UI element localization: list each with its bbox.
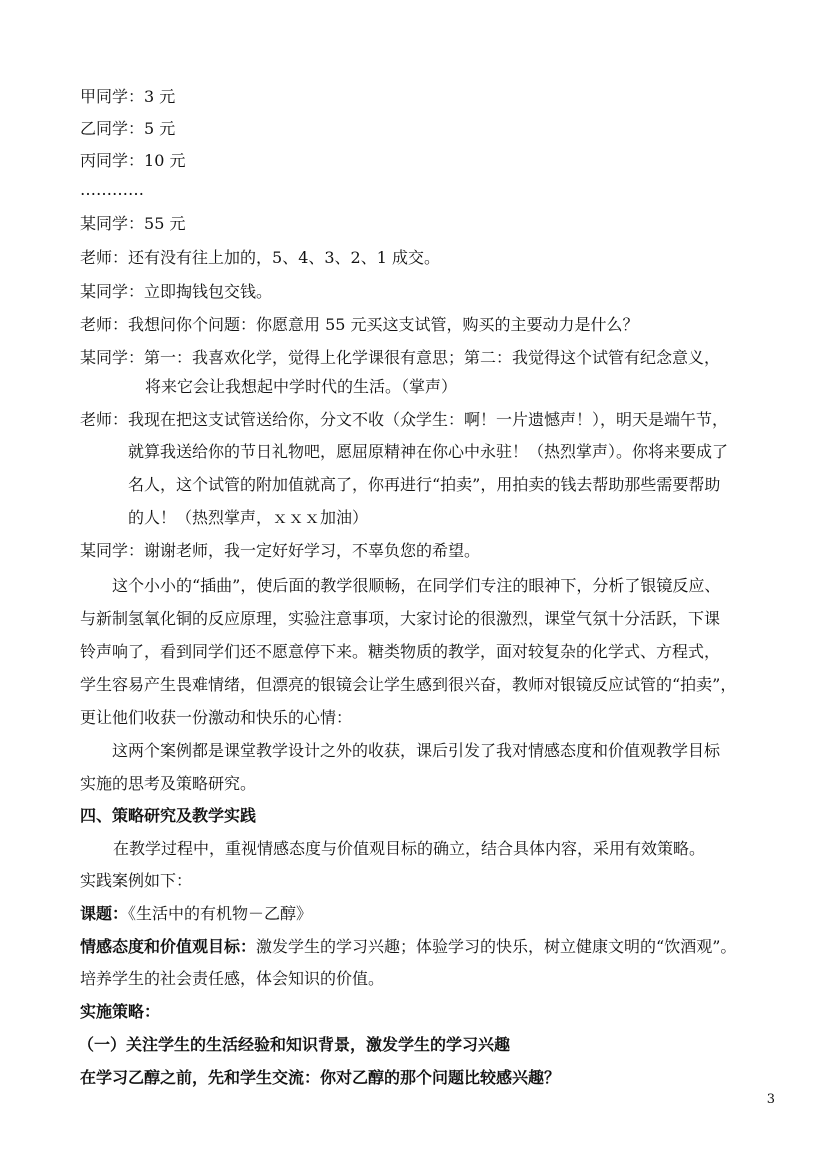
bold-paragraph-line [80,1068,760,1088]
goal-line [80,937,760,957]
ellipsis-line [80,180,760,200]
speaker-label: 某同学： [80,541,145,560]
paragraph-line [80,969,760,989]
paragraph-line [112,741,792,761]
text-line [80,87,760,107]
section-heading [80,806,760,826]
line-text: 实施策略： [80,1002,161,1021]
speaker-label: 老师： [80,248,129,267]
paragraph-line [80,774,760,794]
text-line [80,151,760,171]
topic-line [80,904,760,924]
text-line [80,348,760,368]
goal-label: 情感态度和价值观目标： [80,937,257,956]
speaker-label: 老师： [80,315,129,334]
paragraph-line [80,708,760,728]
text-line [80,410,760,430]
line-text: 5 元 [144,119,176,138]
line-text: 在学习乙醇之前，先和学生交流：你对乙醇的那个问题比较感兴趣？ [80,1068,561,1087]
line-text: 实施的思考及策略研究。 [80,774,257,793]
line-text: 四、策略研究及教学实践 [80,806,257,825]
line-text: 这两个案例都是课堂教学设计之外的收获，课后引发了我对情感态度和价值观教学目标 [112,741,721,760]
line-text: （一）关注学生的生活经验和知识背景，激发学生的学习兴趣 [78,1035,511,1054]
line-text: 就算我送给你的节日礼物吧，愿屈原精神在你心中永驻！（热烈掌声）。你将来要成了 [128,442,729,461]
continuation-line [128,475,808,495]
line-text: 还有没有往上加的，5、4、3、2、1 成交。 [128,248,441,267]
line-text: 更让他们收获一份激动和快乐的心情： [80,708,353,727]
speaker-label: 某同学： [80,282,145,301]
line-text: 55 元 [144,214,186,233]
line-text: 《生活中的有机物－乙醇》 [128,904,313,923]
continuation-line [128,508,808,528]
text-line [80,248,760,268]
strategy-heading [80,1002,760,1022]
continuation-line [128,442,808,462]
line-text: 3 元 [144,87,176,106]
speaker-label: 丙同学： [80,151,145,170]
paragraph-line [80,642,760,662]
line-text: 的人！（热烈掌声，ｘｘｘ加油） [128,508,369,527]
line-text: 这个小小的“插曲”，使后面的教学很顺畅，在同学们专注的眼神下，分析了银镜反应、 [112,576,721,595]
line-text: 谢谢老师，我一定好好学习，不辜负您的希望。 [144,541,481,560]
paragraph-line [113,839,793,859]
line-text: 与新制氢氧化铜的反应原理，实验注意事项，大家讨论的很激烈，课堂气氛十分活跃，下课 [80,609,721,628]
line-text: 立即掏钱包交钱。 [144,282,273,301]
paragraph-line [112,576,792,596]
line-text: 学生容易产生畏难情绪，但漂亮的银镜会让学生感到很兴奋，教师对银镜反应试管的“拍卖”， [80,675,737,694]
paragraph-line [80,609,760,629]
line-text: 我现在把这支试管送给你，分文不收（众学生：啊！一片遗憾声！），明天是端午节， [128,410,729,429]
speaker-label: 甲同学： [80,87,145,106]
speaker-label: 老师： [80,410,129,429]
subsection-heading [78,1035,758,1055]
line-text: ………… [80,180,144,199]
text-line [80,541,760,561]
line-text: 在教学过程中，重视情感态度与价值观目标的确立，结合具体内容，采用有效策略。 [113,839,706,858]
text-line [80,119,760,139]
text-line [80,282,760,302]
continuation-line [145,377,825,397]
line-text: 我想问你个问题：你愿意用 55 元买这支试管，购买的主要动力是什么？ [128,315,639,334]
line-text: 培养学生的社会责任感，体会知识的价值。 [80,969,385,988]
line-text: 10 元 [144,151,186,170]
text-line [80,214,760,234]
paragraph-line [80,675,760,695]
speaker-label: 某同学： [80,348,145,367]
speaker-label: 乙同学： [80,119,145,138]
line-text: 实践案例如下： [80,871,193,890]
paragraph-line [80,871,760,891]
line-text: 名人，这个试管的附加值就高了，你再进行“拍卖”，用拍卖的钱去帮助那些需要帮助 [128,475,721,494]
speaker-label: 某同学： [80,214,145,233]
text-line [80,315,760,335]
line-text: 第一：我喜欢化学，觉得上化学课很有意思；第二：我觉得这个试管有纪念意义， [144,348,721,367]
topic-label: 课题： [80,904,129,923]
line-text: 铃声响了，看到同学们还不愿意停下来。糖类物质的教学，面对较复杂的化学式、方程式， [80,642,721,661]
line-text: 激发学生的学习兴趣；体验学习的快乐，树立健康文明的“饮酒观”。 [256,937,737,956]
page-number: 3 [766,1092,775,1107]
line-text: 将来它会让我想起中学时代的生活。（掌声） [145,377,458,396]
